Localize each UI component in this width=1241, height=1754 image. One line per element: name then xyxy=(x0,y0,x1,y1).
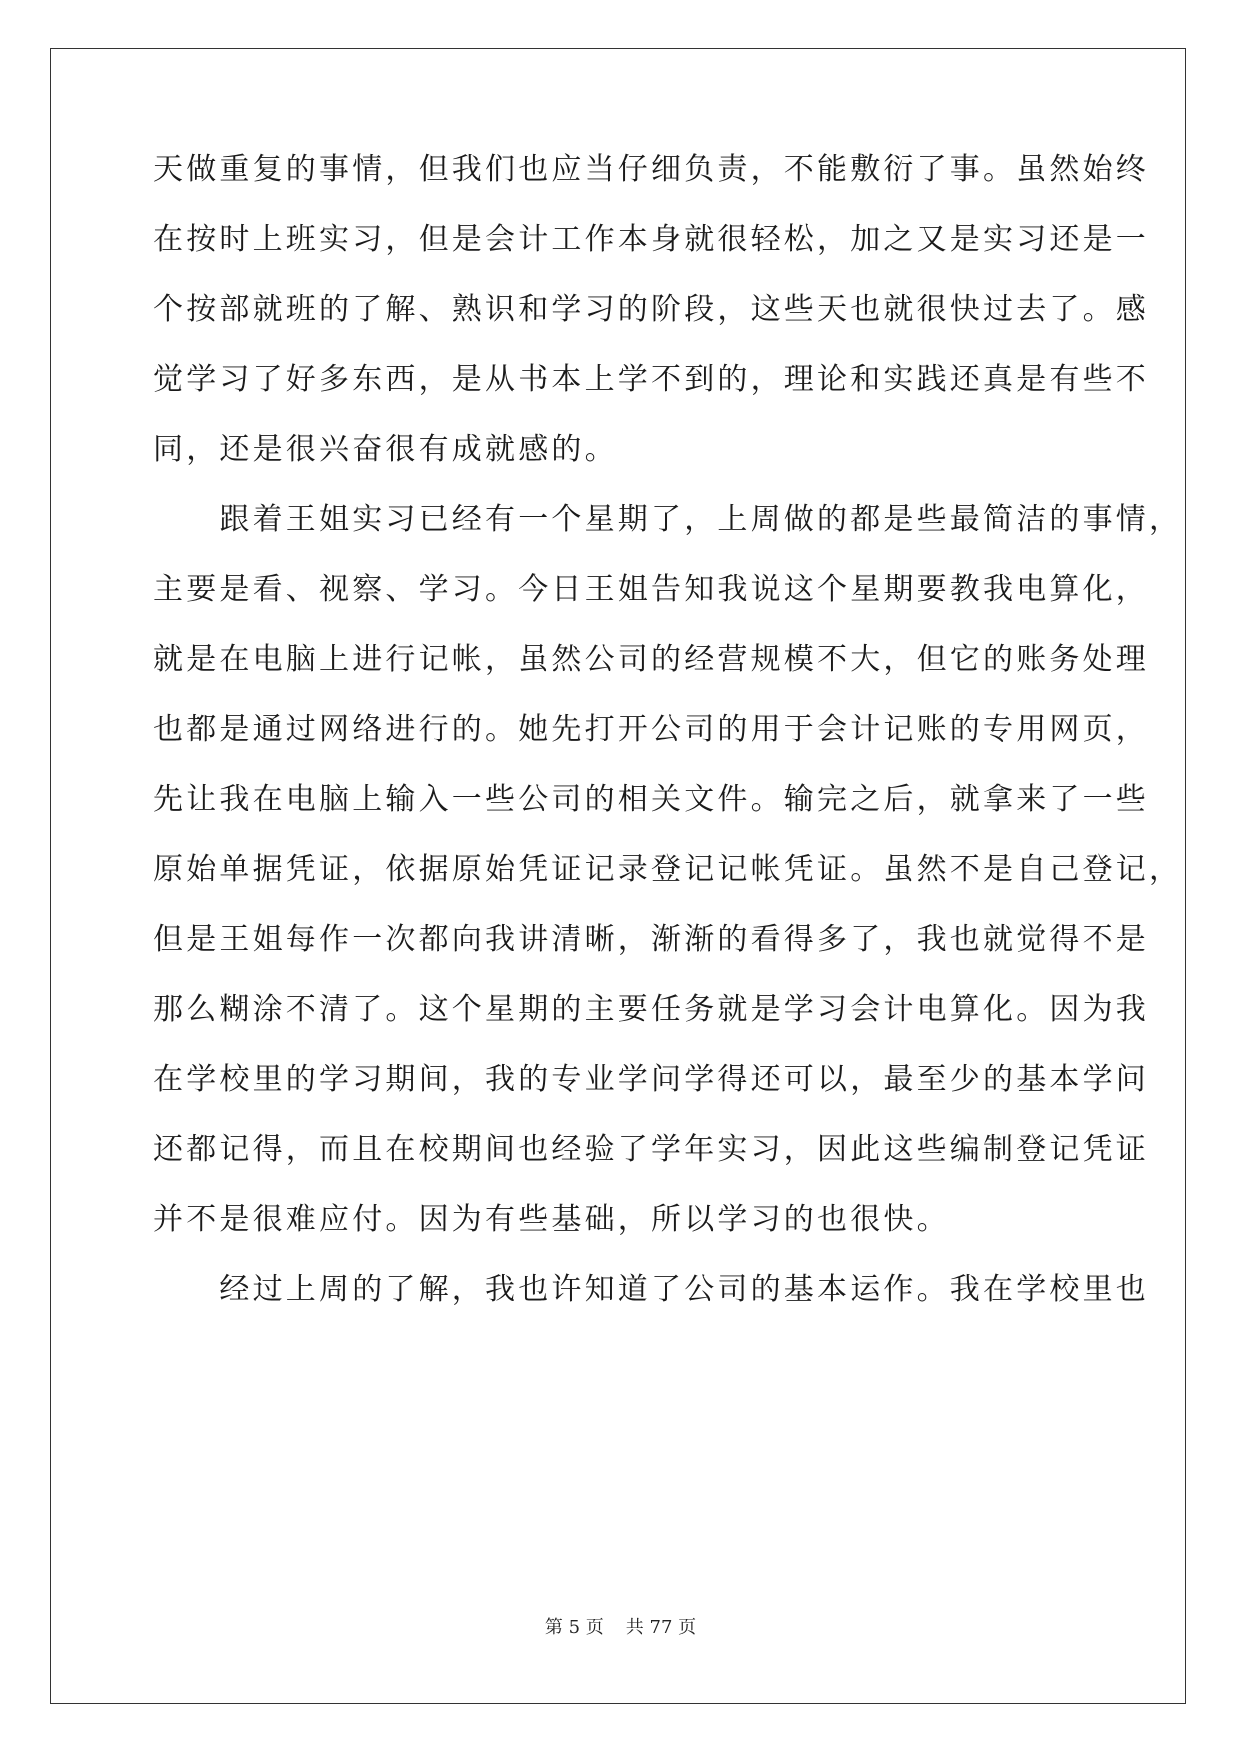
text-line: 经过上周的了解，我也许知道了公司的基本运作。我在学校里也 xyxy=(153,1272,1149,1307)
text-line: 个按部就班的了解、熟识和学习的阶段，这些天也就很快过去了。感 xyxy=(153,292,1149,327)
text-line: 在按时上班实习，但是会计工作本身就很轻松，加之又是实习还是一 xyxy=(153,222,1149,257)
text-line: 还都记得，而且在校期间也经验了学年实习，因此这些编制登记凭证 xyxy=(153,1132,1149,1167)
text-line: 天做重复的事情，但我们也应当仔细负责，不能敷衍了事。虽然始终 xyxy=(153,152,1149,187)
text-line: 先让我在电脑上输入一些公司的相关文件。输完之后，就拿来了一些 xyxy=(153,782,1149,817)
page-total: 共 77 页 xyxy=(625,1617,697,1638)
text-line: 觉学习了好多东西，是从书本上学不到的，理论和实践还真是有些不 xyxy=(153,362,1149,397)
text-line: 也都是通过网络进行的。她先打开公司的用于会计记账的专用网页， xyxy=(153,712,1149,747)
text-line: 在学校里的学习期间，我的专业学问学得还可以，最至少的基本学问 xyxy=(153,1062,1149,1097)
text-line: 主要是看、视察、学习。今日王姐告知我说这个星期要教我电算化， xyxy=(153,572,1149,607)
text-line: 跟着王姐实习已经有一个星期了，上周做的都是些最简洁的事情， xyxy=(153,502,1183,537)
text-line: 但是王姐每作一次都向我讲清晰，渐渐的看得多了，我也就觉得不是 xyxy=(153,922,1149,957)
text-line: 并不是很难应付。因为有些基础，所以学习的也很快。 xyxy=(153,1202,950,1237)
text-line: 原始单据凭证，依据原始凭证记录登记记帐凭证。虽然不是自己登记， xyxy=(153,852,1183,887)
page-footer xyxy=(0,1616,1241,1640)
text-line: 就是在电脑上进行记帐，虽然公司的经营规模不大，但它的账务处理 xyxy=(153,642,1149,677)
text-line: 那么糊涂不清了。这个星期的主要任务就是学习会计电算化。因为我 xyxy=(153,992,1149,1027)
page-number: 第 5 页 xyxy=(544,1617,604,1638)
text-line: 同，还是很兴奋很有成就感的。 xyxy=(153,432,618,467)
